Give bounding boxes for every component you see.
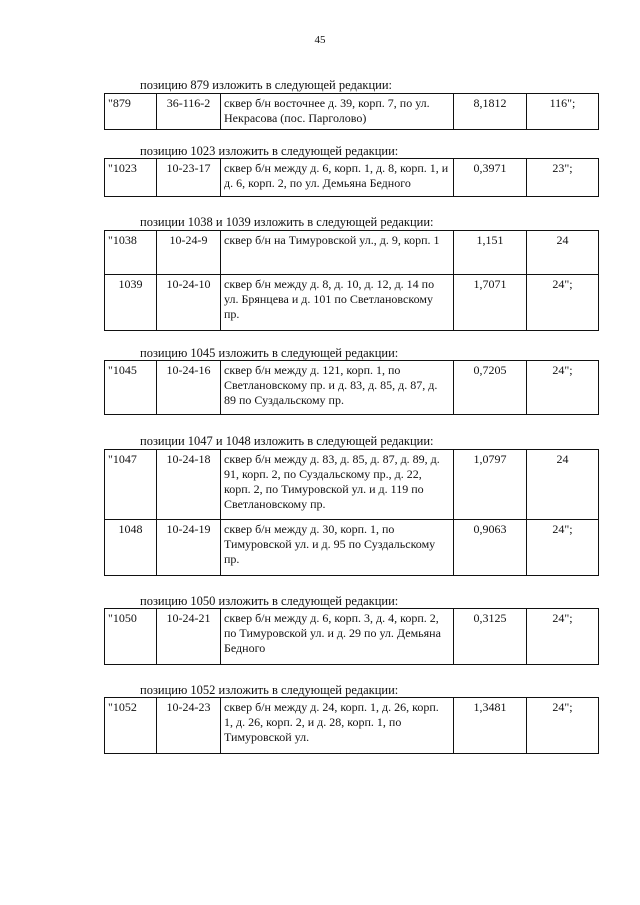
row-number: "1045 — [105, 361, 157, 415]
row-description: сквер б/н на Тимуровской ул., д. 9, корп. 1 — [221, 231, 454, 275]
table-1050 — [104, 608, 599, 665]
row-district: 24"; — [527, 520, 599, 576]
row-code: 10-23-17 — [157, 159, 221, 197]
row-district: 116"; — [527, 94, 599, 130]
table-row — [105, 698, 599, 754]
row-number: "1050 — [105, 609, 157, 665]
section-1050-intro: позицию 1050 изложить в следующей редакции: — [140, 594, 399, 608]
table-row — [105, 609, 599, 665]
section-1023-intro: позицию 1023 изложить в следующей редакции: — [140, 144, 399, 158]
row-area: 1,7071 — [454, 275, 527, 331]
section-1047-1048-intro: позиции 1047 и 1048 изложить в следующей редакции: — [140, 434, 434, 448]
row-number: "879 — [105, 94, 157, 130]
row-code: 10-24-18 — [157, 450, 221, 520]
row-district: 23"; — [527, 159, 599, 197]
row-number: 1039 — [105, 275, 157, 331]
page-number: 45 — [314, 34, 326, 46]
row-district: 24"; — [527, 361, 599, 415]
row-description: сквер б/н между д. 8, д. 10, д. 12, д. 14 по ул. Брянцева и д. 101 по Светлановскому пр. — [221, 275, 454, 331]
row-area: 0,3971 — [454, 159, 527, 197]
section-1038-1039-intro: позиции 1038 и 1039 изложить в следующей редакции: — [140, 215, 434, 229]
table-row — [105, 159, 599, 197]
section-1052-intro: позицию 1052 изложить в следующей редакции: — [140, 683, 399, 697]
row-description: сквер б/н восточнее д. 39, корп. 7, по ул. Некрасова (пос. Парголово) — [221, 94, 454, 130]
row-number: "1023 — [105, 159, 157, 197]
row-number: "1038 — [105, 231, 157, 275]
row-number: "1052 — [105, 698, 157, 754]
row-code: 36-116-2 — [157, 94, 221, 130]
table-1052 — [104, 697, 599, 754]
row-code: 10-24-21 — [157, 609, 221, 665]
row-description: сквер б/н между д. 121, корп. 1, по Светлановскому пр. и д. 83, д. 85, д. 87, д. 89 по Суздальскому пр. — [221, 361, 454, 415]
row-code: 10-24-23 — [157, 698, 221, 754]
row-district: 24"; — [527, 609, 599, 665]
table-1023 — [104, 158, 599, 197]
row-area: 0,3125 — [454, 609, 527, 665]
section-879-intro: позицию 879 изложить в следующей редакции: — [140, 78, 392, 92]
row-district: 24 — [527, 450, 599, 520]
row-area: 0,7205 — [454, 361, 527, 415]
row-area: 0,9063 — [454, 520, 527, 576]
table-row — [105, 275, 599, 331]
row-district: 24 — [527, 231, 599, 275]
row-area: 1,0797 — [454, 450, 527, 520]
table-row — [105, 94, 599, 130]
row-district: 24"; — [527, 698, 599, 754]
row-description: сквер б/н между д. 83, д. 85, д. 87, д. 89, д. 91, корп. 2, по Суздальскому пр., д. 22, корп. 2, по Тимуровской ул. и д. 119 по Светлановскому пр. — [221, 450, 454, 520]
table-row — [105, 450, 599, 520]
row-description: сквер б/н между д. 6, корп. 3, д. 4, корп. 2, по Тимуровской ул. и д. 29 по ул. Демьяна Бедного — [221, 609, 454, 665]
row-code: 10-24-19 — [157, 520, 221, 576]
row-area: 1,151 — [454, 231, 527, 275]
table-row — [105, 361, 599, 415]
row-description: сквер б/н между д. 24, корп. 1, д. 26, корп. 1, д. 26, корп. 2, и д. 28, корп. 1, по Тимуровской ул. — [221, 698, 454, 754]
table-1047-1048 — [104, 449, 599, 576]
row-area: 1,3481 — [454, 698, 527, 754]
row-code: 10-24-10 — [157, 275, 221, 331]
table-879 — [104, 93, 599, 130]
row-district: 24"; — [527, 275, 599, 331]
table-1045 — [104, 360, 599, 415]
table-row — [105, 520, 599, 576]
row-description: сквер б/н между д. 30, корп. 1, по Тимуровской ул. и д. 95 по Суздальскому пр. — [221, 520, 454, 576]
row-number: 1048 — [105, 520, 157, 576]
section-1045-intro: позицию 1045 изложить в следующей редакции: — [140, 346, 399, 360]
table-1038-1039 — [104, 230, 599, 331]
row-number: "1047 — [105, 450, 157, 520]
row-area: 8,1812 — [454, 94, 527, 130]
row-description: сквер б/н между д. 6, корп. 1, д. 8, корп. 1, и д. 6, корп. 2, по ул. Демьяна Бедного — [221, 159, 454, 197]
row-code: 10-24-9 — [157, 231, 221, 275]
row-code: 10-24-16 — [157, 361, 221, 415]
table-row — [105, 231, 599, 275]
